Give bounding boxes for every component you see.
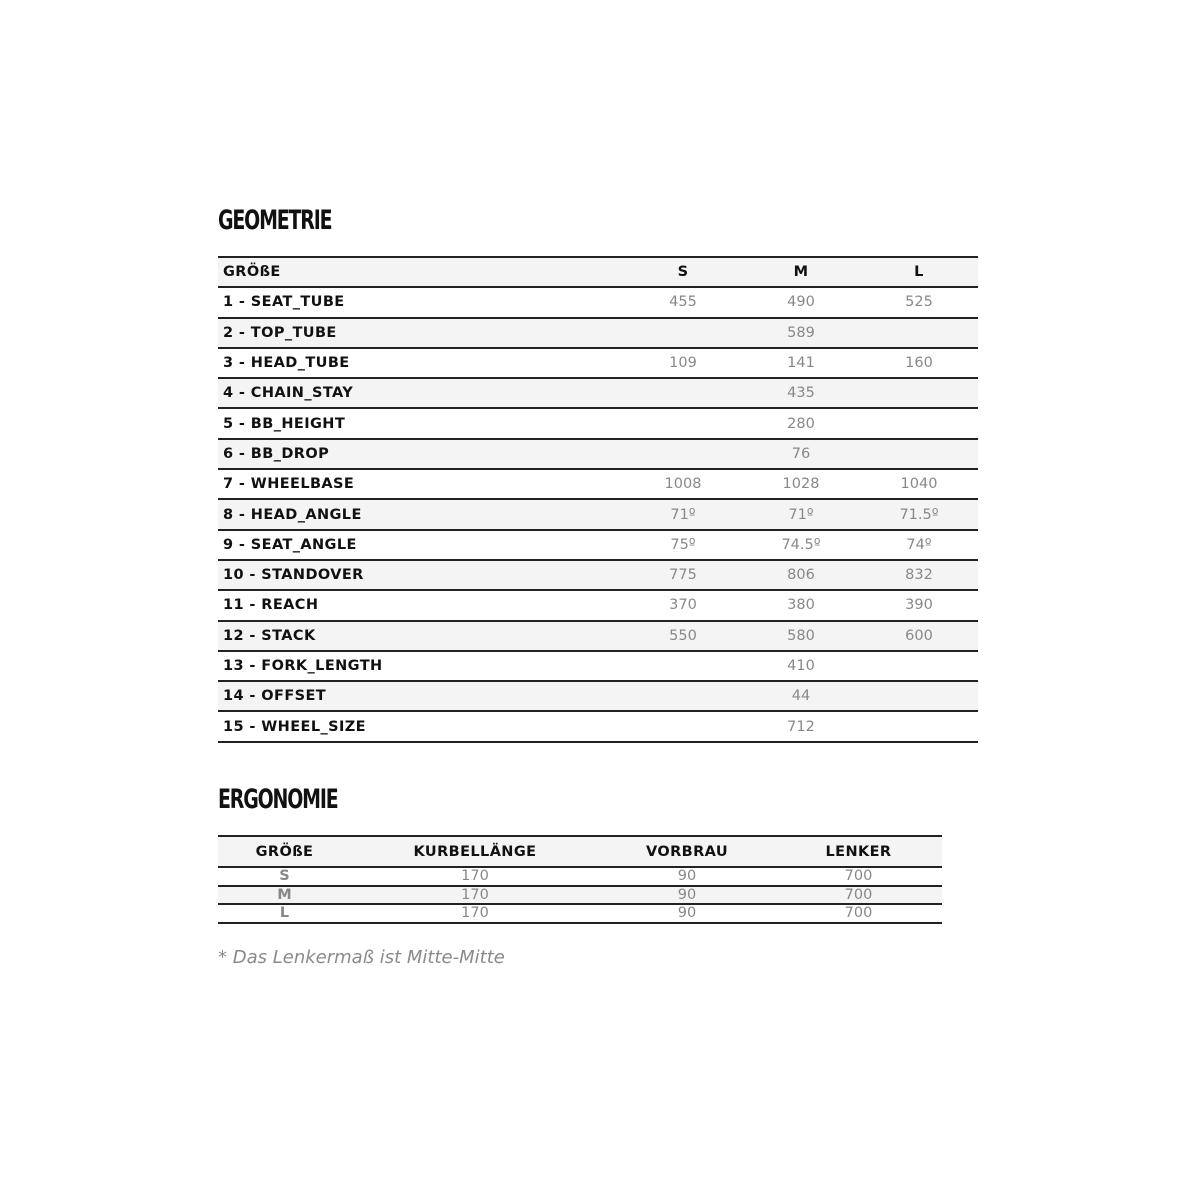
table-row	[218, 318, 978, 348]
header-handlebar: LENKER	[825, 843, 892, 860]
geometry-table	[218, 256, 978, 743]
geometry-header-size-m: M	[793, 264, 809, 281]
row-label: 4 - CHAIN_STAY	[223, 385, 354, 402]
value-m: 141	[787, 355, 815, 372]
table-row	[218, 408, 978, 438]
value-s: 550	[669, 627, 697, 644]
row-label: 5 - BB_HEIGHT	[223, 415, 346, 432]
value-m: 490	[787, 294, 815, 311]
value-l: 390	[905, 597, 933, 614]
header-crank-length: KURBELLÄNGE	[413, 843, 537, 860]
stem-cell: 90	[677, 905, 697, 921]
table-row	[218, 681, 978, 711]
geometry-header-size-l: L	[914, 264, 924, 281]
size-cell: S	[279, 868, 290, 884]
value-l: 74º	[906, 536, 932, 553]
value-s: 71º	[670, 506, 696, 523]
crank-length-cell: 170	[461, 868, 489, 884]
ergonomics-table	[218, 835, 942, 924]
value-all-sizes: 435	[787, 385, 815, 402]
value-all-sizes: 280	[787, 415, 815, 432]
value-all-sizes: 76	[791, 445, 811, 462]
table-row	[218, 711, 978, 741]
row-label: 2 - TOP_TUBE	[223, 324, 337, 341]
ergonomics-header-row	[218, 836, 942, 867]
value-m: 74.5º	[781, 536, 821, 553]
table-row	[218, 651, 978, 681]
value-m: 380	[787, 597, 815, 614]
geometry-header-size-label: GRÖßE	[223, 264, 281, 281]
handlebar-cell: 700	[844, 886, 873, 903]
crank-length-cell: 170	[461, 905, 489, 921]
ergonomics-title: ERGONOMIE	[218, 784, 338, 815]
table-row	[218, 590, 978, 620]
row-label: 12 - STACK	[223, 627, 316, 644]
handlebar-cell: 700	[844, 905, 873, 921]
value-all-sizes: 712	[787, 718, 815, 735]
table-row	[218, 904, 942, 923]
row-label: 15 - WHEEL_SIZE	[223, 718, 366, 735]
value-m: 580	[787, 627, 815, 644]
value-m: 71º	[788, 506, 814, 523]
crank-length-cell: 170	[461, 886, 489, 903]
header-size: GRÖßE	[255, 843, 314, 860]
row-label: 9 - SEAT_ANGLE	[223, 536, 357, 553]
value-l: 525	[905, 294, 933, 311]
table-row	[218, 867, 942, 886]
value-l: 600	[905, 627, 933, 644]
value-s: 455	[669, 294, 697, 311]
row-label: 1 - SEAT_TUBE	[223, 294, 345, 311]
value-s: 109	[669, 355, 697, 372]
row-label: 7 - WHEELBASE	[223, 476, 355, 493]
handlebar-cell: 700	[844, 868, 873, 884]
geometry-title: GEOMETRIE	[218, 205, 332, 236]
value-l: 1040	[900, 476, 938, 493]
size-cell: M	[277, 886, 292, 903]
table-row	[218, 530, 978, 560]
row-label: 8 - HEAD_ANGLE	[223, 506, 362, 523]
row-label: 14 - OFFSET	[223, 688, 327, 705]
table-row	[218, 560, 978, 590]
value-all-sizes: 410	[787, 658, 815, 674]
table-row	[218, 287, 978, 317]
stem-cell: 90	[677, 886, 697, 903]
footnote: * Das Lenkermaß ist Mitte-Mitte	[218, 947, 505, 968]
value-all-sizes: 589	[787, 324, 815, 341]
geometry-header-size-s: S	[677, 264, 689, 281]
value-l: 832	[905, 567, 933, 584]
value-s: 75º	[670, 536, 696, 553]
value-s: 370	[669, 597, 697, 614]
geometry-header-row	[218, 257, 978, 287]
header-stem: VORBRAU	[645, 843, 729, 860]
table-row	[218, 621, 978, 651]
value-all-sizes: 44	[791, 688, 811, 705]
row-label: 11 - REACH	[223, 597, 319, 614]
table-row	[218, 378, 978, 408]
table-row	[218, 499, 978, 529]
value-s: 1008	[664, 476, 702, 493]
value-s: 775	[669, 567, 697, 584]
size-cell: L	[279, 905, 290, 921]
row-label: 10 - STANDOVER	[223, 567, 364, 584]
table-row	[218, 469, 978, 499]
table-row	[218, 439, 978, 469]
row-label: 6 - BB_DROP	[223, 445, 330, 462]
value-m: 1028	[782, 476, 820, 493]
value-l: 160	[905, 355, 933, 372]
stem-cell: 90	[677, 868, 697, 884]
value-l: 71.5º	[899, 506, 939, 523]
table-row	[218, 886, 942, 905]
row-label: 3 - HEAD_TUBE	[223, 355, 350, 372]
value-m: 806	[787, 567, 815, 584]
row-label: 13 - FORK_LENGTH	[223, 658, 383, 674]
table-row	[218, 348, 978, 378]
